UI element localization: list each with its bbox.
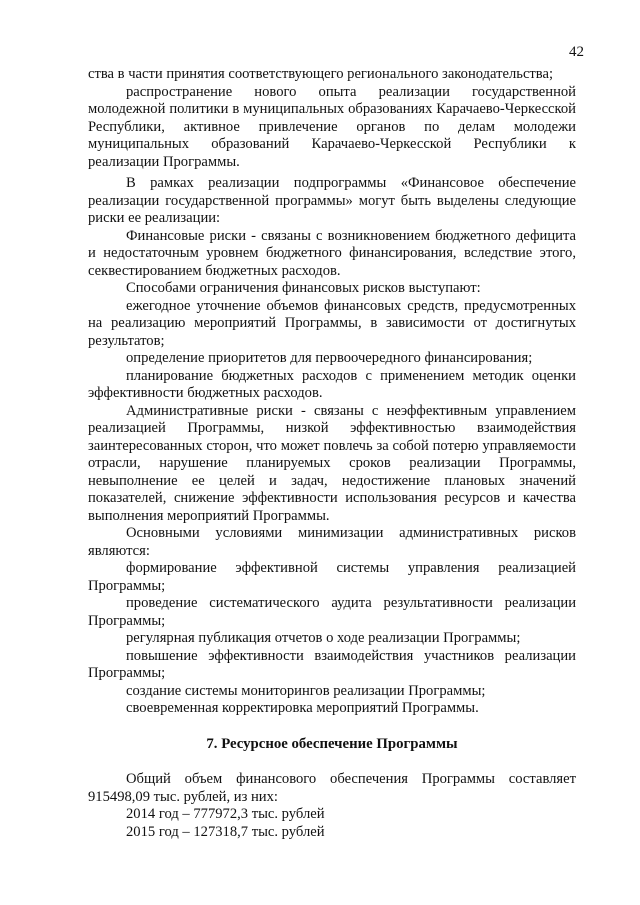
paragraph-subprogram-risks: В рамках реализации подпрограммы «Финансовое обеспечение реализации государственной программы» могут быть выделены следующие риски ее реализации: — [88, 175, 576, 226]
list-item-interaction: повышение эффективности взаимодействия участников реализации Программы; — [88, 647, 576, 681]
paragraph-total-funding: Общий объем финансового обеспечения Программы составляет 915498,09 тыс. рублей, из них: — [88, 771, 576, 805]
list-item-management-system: формирование эффективной системы управления реализацией Программы; — [88, 560, 576, 594]
page-number: 42 — [569, 44, 584, 60]
list-item-reports: регулярная публикация отчетов о ходе реализации Программы; — [126, 630, 521, 646]
paragraph-financial-methods: Способами ограничения финансовых рисков выступают: — [126, 280, 481, 296]
list-item-priorities: определение приоритетов для первоочередного финансирования; — [126, 350, 533, 366]
section-heading: 7. Ресурсное обеспечение Программы — [206, 735, 458, 752]
funding-year-2015: 2015 год – 127318,7 тыс. рублей — [126, 823, 325, 840]
list-item-budget-planning: планирование бюджетных расходов с применением методик оценки эффективности бюджетных расходов. — [88, 367, 576, 401]
list-item-adjustment: своевременная корректировка мероприятий Программы. — [126, 700, 479, 716]
list-item-audit: проведение систематического аудита результативности реализации Программы; — [88, 595, 576, 629]
paragraph-youth-policy: распространение нового опыта реализации государственной молодежной политики в муниципальных образованиях Карачаево-Черкесской Республики, активное привлечение органов по делам молодежи муниципальных образований Карачаево-Черкесской Республики к реализации Программы. — [88, 83, 576, 170]
list-item-monitoring: создание системы мониторингов реализации Программы; — [126, 682, 486, 699]
funding-year-2014: 2014 год – 777972,3 тыс. рублей — [126, 806, 325, 822]
list-item-annual-refinement: ежегодное уточнение объемов финансовых средств, предусмотренных на реализацию мероприятий Программы, в зависимости от достигнутых результатов; — [88, 297, 576, 349]
paragraph-continuation: ства в части принятия соответствующего регионального законодательства; — [88, 66, 554, 82]
paragraph-admin-conditions: Основными условиями минимизации административных рисков являются: — [88, 525, 576, 559]
paragraph-administrative-risks: Административные риски - связаны с неэффективным управлением реализацией Программы, низкой эффективностью взаимодействия заинтересованных сторон, что может повлечь за собой потерю управляемости отрасли, нарушение планируемых сроков реализации Программы, невыполнение ее целей и задач, недостижение плановых значений показателей, снижение эффективности использования ресурсов и качества выполнения мероприятий Программы. — [88, 402, 576, 524]
document-body — [88, 66, 576, 841]
paragraph-financial-risks: Финансовые риски - связаны с возникновением бюджетного дефицита и недостаточным уровнем бюджетного финансирования, вследствие этого, секвестированием бюджетных расходов. — [88, 227, 576, 279]
